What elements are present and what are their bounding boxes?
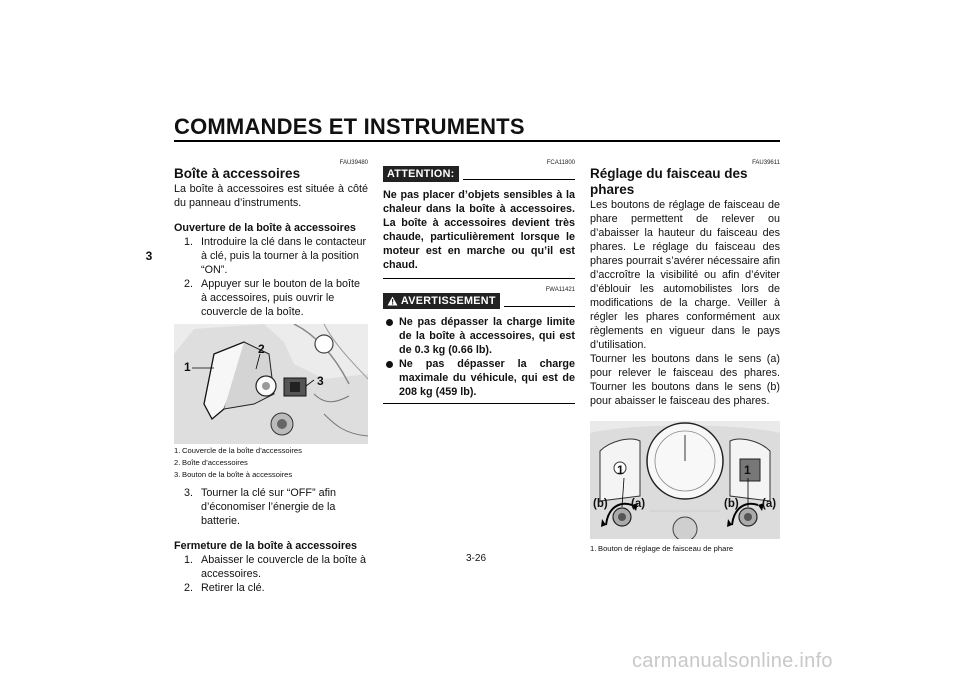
section-heading: Boîte à accessoires (174, 166, 301, 181)
paragraph: Tourner les boutons dans le sens (a) pour relever le faisceau des phares. Tourner les boutons dans le sens (b) pour abaisser le faisceau des phares. (590, 353, 780, 407)
opening-title: Ouverture de la boîte à accessoires (174, 222, 356, 234)
list-item: Ne pas dépasser la charge limite de la boîte à accessoires, qui est de 0.3 kg (0.66 lb). (383, 315, 575, 357)
header-rule (174, 140, 780, 142)
direction-a-right: (a) (762, 498, 777, 510)
section-code: FAU39480 (339, 160, 368, 166)
instrument-panel-illustration (590, 421, 780, 539)
headlight-adjust-figure (590, 421, 780, 539)
warning-rule (504, 306, 575, 307)
list-item: 3. Tourner la clé sur “OFF” afin d’économiser l’énergie de la batterie. (184, 487, 336, 527)
closing-title: Fermeture de la boîte à accessoires (174, 540, 358, 552)
warning-triangle-icon (387, 296, 398, 306)
list-item: 1. Introduire la clé dans le contacteur à clé, puis la tourner à la position “ON”. (184, 236, 367, 276)
figure-captions (590, 543, 780, 555)
list-item: Ne pas dépasser la charge maximale du véhicule, qui est de 208 kg (459 lb). (383, 357, 575, 399)
bullet-icon (386, 319, 393, 326)
warning-code: FWA11421 (545, 287, 575, 293)
closing-steps (174, 553, 368, 595)
warning-label-box (383, 293, 500, 309)
watermark: carmanualsonline.info (632, 650, 833, 672)
section-code: FAU39611 (752, 160, 780, 166)
callout-3: 3 (317, 374, 324, 388)
list-item: 1. Abaisser le couvercle de la boîte à accessoires. (184, 554, 367, 580)
caption-item: 1. Couvercle de la boîte d’accessoires (174, 446, 302, 455)
opening-steps (174, 235, 368, 319)
step-three (174, 486, 368, 528)
page-header-title: COMMANDES ET INSTRUMENTS (174, 114, 525, 139)
attention-text: Ne pas placer d’objets sensibles à la chaleur dans la boîte à accessoires. La boîte à accessoires devient très chaude, particulièrement lorsque le moteur est en marche ou qu’il est chaud. (383, 189, 575, 271)
warning-label: AVERTISSEMENT (400, 295, 496, 307)
callout-1-left: 1 (617, 463, 624, 477)
list-item: 2. Retirer la clé. (184, 582, 265, 594)
direction-b-right: (b) (724, 498, 739, 510)
right-column (590, 156, 780, 555)
attention-header (383, 166, 575, 182)
page-number: 3-26 (466, 553, 487, 564)
warning-end-rule (383, 403, 575, 404)
warning-header (383, 293, 575, 309)
figure-captions (174, 445, 368, 481)
attention-label: ATTENTION: (383, 166, 459, 182)
left-column (174, 156, 368, 595)
middle-column (383, 156, 575, 404)
warning-list (383, 315, 575, 399)
accessory-box-figure (174, 324, 368, 444)
caption-item: 1. Bouton de réglage de faisceau de phare (590, 544, 734, 553)
paragraph: Les boutons de réglage de faisceau de phare permettent de relever ou d’abaisser la hauteur du faisceau des phares. Le réglage du faisceau des phares pourrait s’avérer nécessaire afin d’accroître la visibilité ou afin d’éviter d’éblouir les automobilistes lors de modifications de la charge. Veiller à régler les phares conformément aux règlements en vigueur dans le pays d’utilisation. (590, 199, 780, 351)
caption-item: 3. Bouton de la boîte à accessoires (174, 470, 293, 479)
callout-1-right: 1 (744, 463, 751, 477)
callout-2: 2 (258, 342, 265, 356)
bullet-icon (386, 361, 393, 368)
attention-code: FCA11800 (546, 160, 575, 166)
intro-paragraph: La boîte à accessoires est située à côté du panneau d’instruments. (174, 183, 368, 209)
chapter-tab: 3 (145, 249, 153, 263)
attention-end-rule (383, 278, 575, 279)
callout-1: 1 (184, 360, 191, 374)
direction-a-left: (a) (631, 498, 646, 510)
accessory-box-illustration (174, 324, 368, 444)
caption-item: 2. Boîte d’accessoires (174, 458, 248, 467)
list-item: 2. Appuyer sur le bouton de la boîte à accessoires, puis ouvrir le couvercle de la boîte. (184, 278, 361, 318)
attention-rule (463, 179, 575, 180)
section-heading: Réglage du faisceau des phares (590, 166, 748, 197)
direction-b-left: (b) (593, 498, 608, 510)
